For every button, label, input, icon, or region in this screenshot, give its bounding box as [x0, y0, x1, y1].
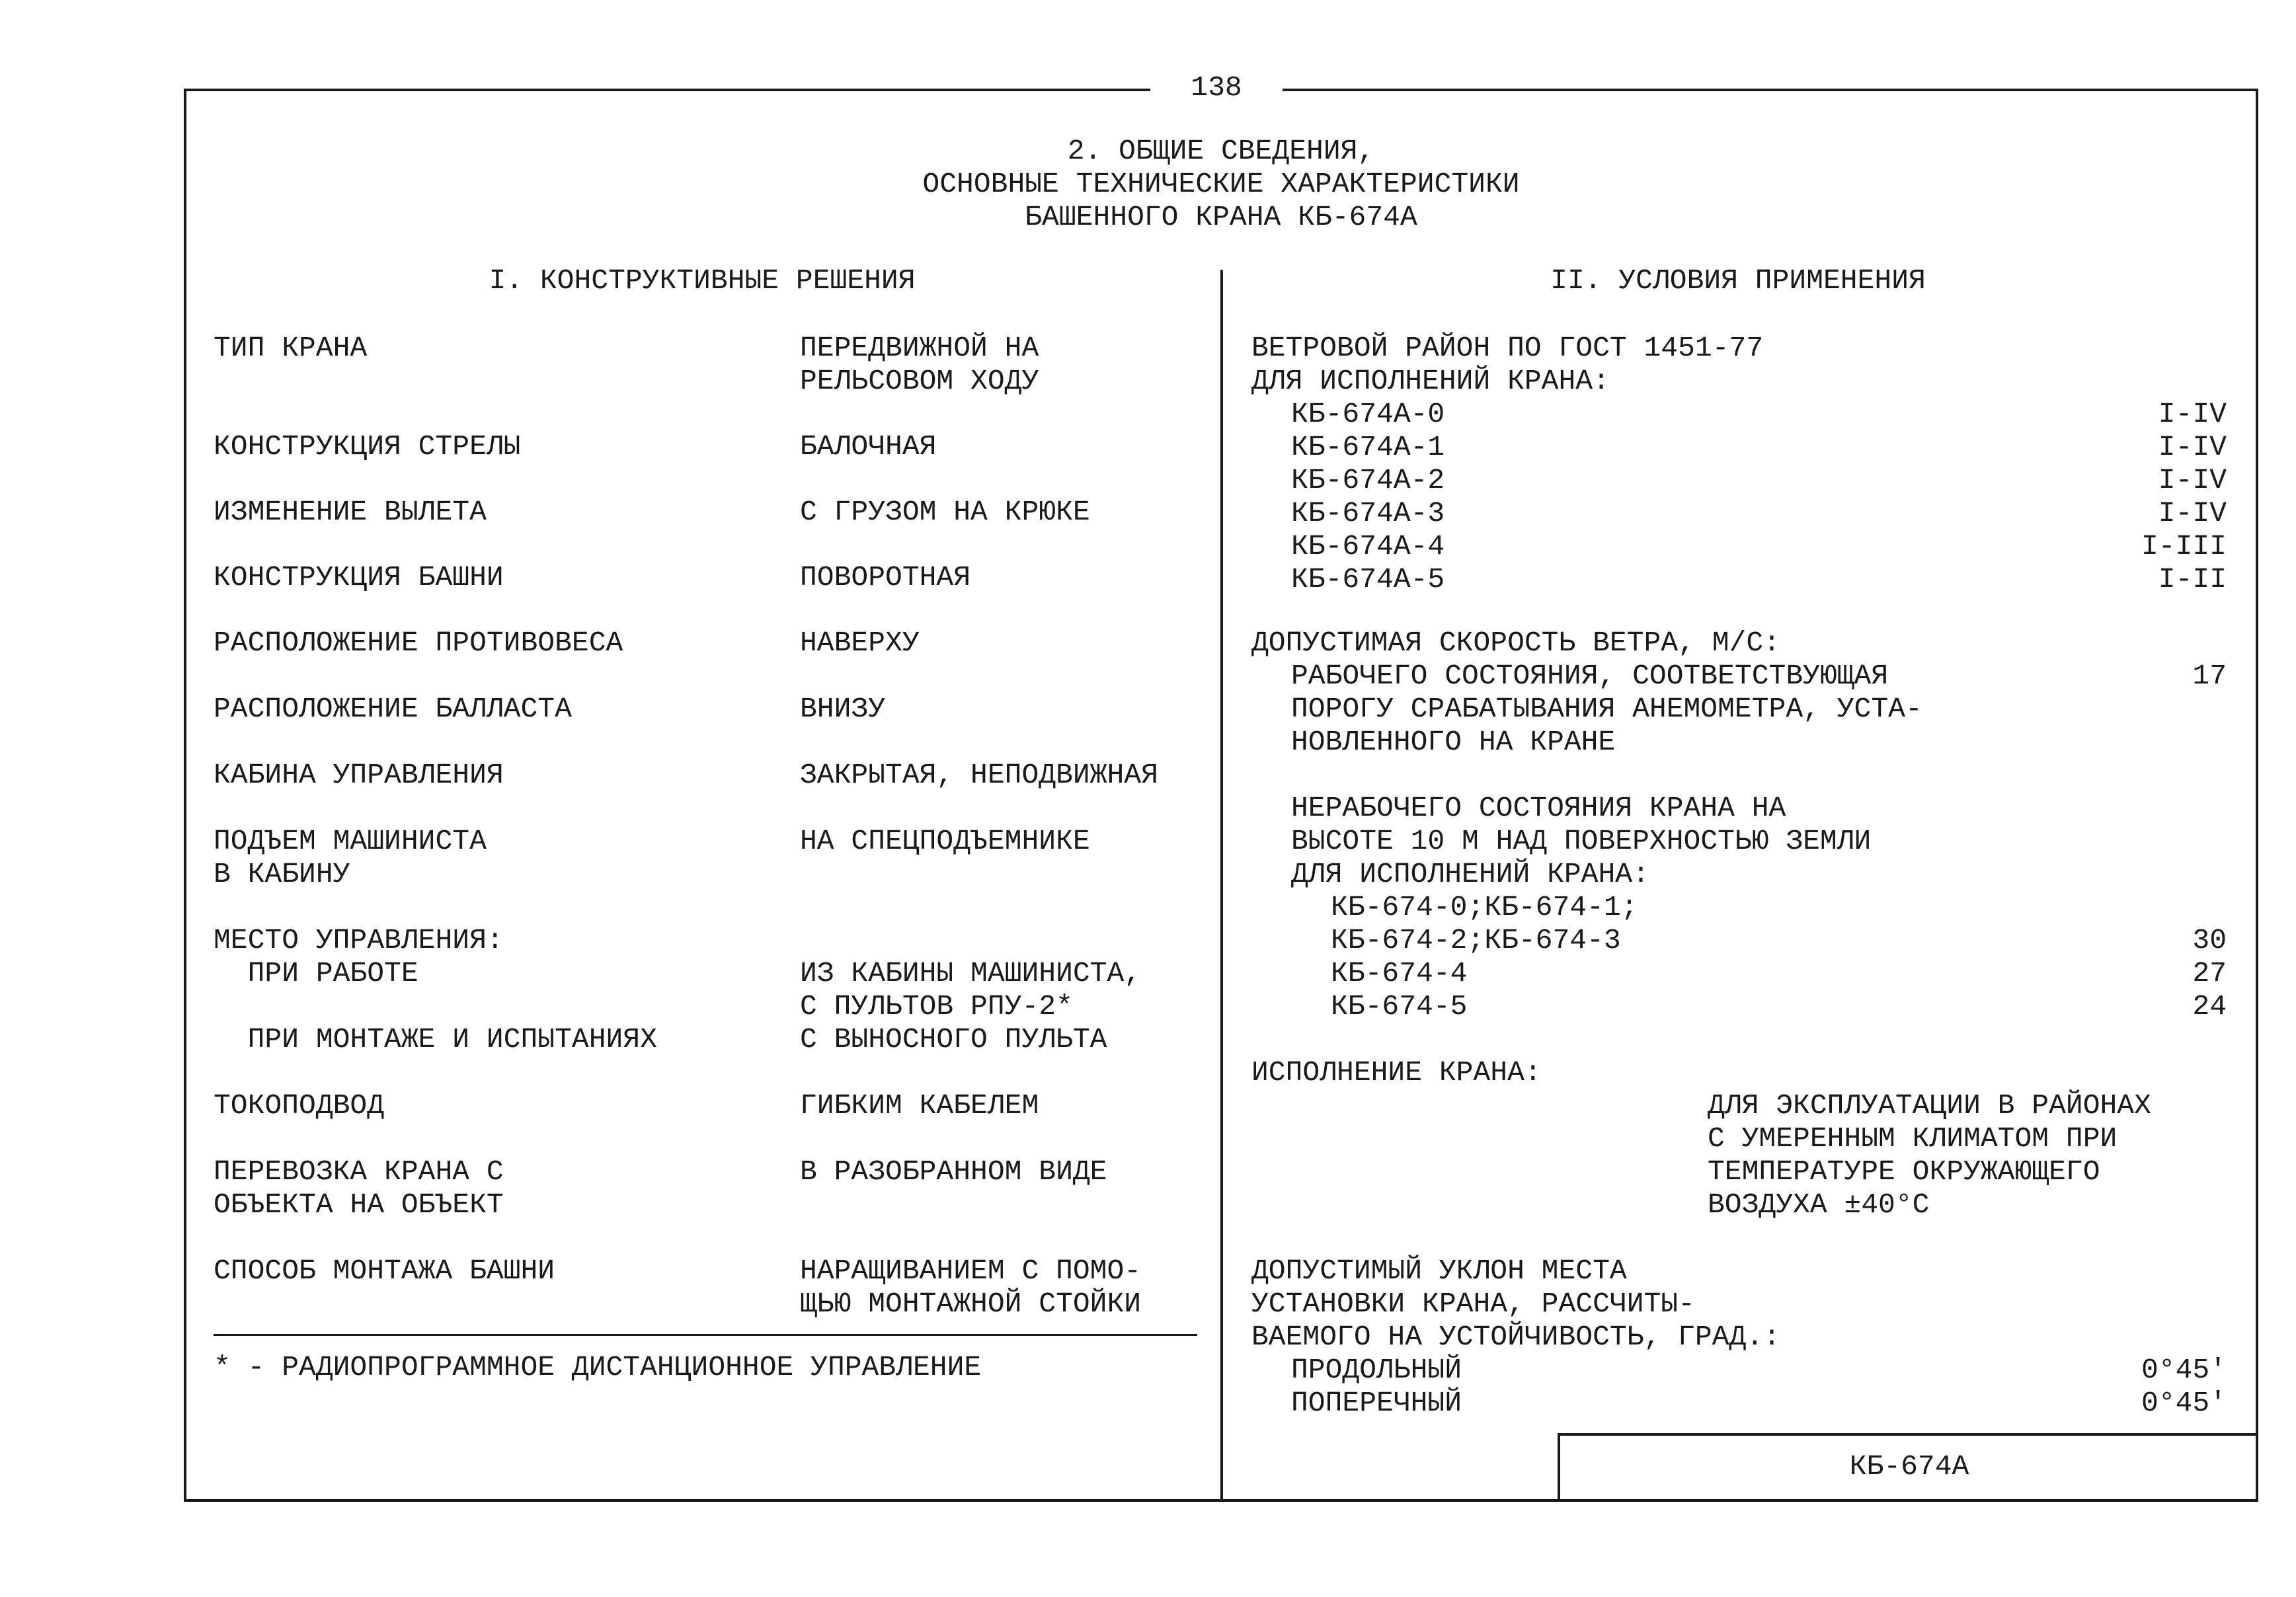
crane-variant: КБ-674А-4 — [1291, 530, 1445, 563]
spec-value: ЗАКРЫТАЯ, НЕПОДВИЖНАЯ — [800, 759, 1158, 791]
crane-variant: КБ-674-0;КБ-674-1; — [1331, 891, 1638, 923]
spec-label: ПРИ МОНТАЖЕ И ИСПЫТАНИЯХ — [214, 1023, 657, 1056]
crane-variant: КБ-674А-5 — [1291, 563, 1445, 596]
spec-label: ПОДЪЕМ МАШИНИСТА — [214, 825, 487, 857]
wind-speed-value: 17 — [2192, 660, 2227, 692]
variant-value: 27 — [2192, 957, 2227, 990]
spec-label: КАБИНА УПРАВЛЕНИЯ — [214, 759, 504, 791]
slope-value: 0°45' — [2141, 1354, 2227, 1386]
spec-label: СПОСОБ МОНТАЖА БАШНИ — [214, 1255, 555, 1287]
variant-value: I-IV — [2158, 464, 2227, 496]
crane-variant: КБ-674-4 — [1331, 957, 1468, 990]
wind-speed-heading: ДОПУСТИМАЯ СКОРОСТЬ ВЕТРА, М/С: — [1251, 627, 1780, 659]
spec-label: ИЗМЕНЕНИЕ ВЫЛЕТА — [214, 496, 487, 528]
execution-text: ВОЗДУХА ±40°С — [1708, 1188, 1930, 1221]
column-divider — [1220, 270, 1223, 1499]
variant-value: I-IV — [2158, 431, 2227, 463]
spec-value: ГИБКИМ КАБЕЛЕМ — [800, 1089, 1039, 1122]
crane-variant: КБ-674А-0 — [1291, 398, 1445, 430]
spec-label: ТОКОПОДВОД — [214, 1089, 385, 1122]
document-title — [184, 135, 2258, 234]
spec-value: НАВЕРХУ — [800, 627, 920, 659]
right-section-heading: II. УСЛОВИЯ ПРИМЕНЕНИЯ — [1550, 264, 1926, 297]
spec-value: ИЗ КАБИНЫ МАШИНИСТА, — [800, 957, 1142, 990]
page-number: 138 — [1150, 71, 1283, 104]
spec-value: С ВЫНОСНОГО ПУЛЬТА — [800, 1023, 1107, 1056]
execution-heading: ИСПОЛНЕНИЕ КРАНА: — [1251, 1056, 1542, 1089]
spec-value: ПОВОРОТНАЯ — [800, 561, 971, 594]
spec-value: ПЕРЕДВИЖНОЙ НА — [800, 332, 1039, 364]
execution-text: ТЕМПЕРАТУРЕ ОКРУЖАЮЩЕГО — [1708, 1155, 2100, 1188]
slope-item: ПРОДОЛЬНЫЙ — [1291, 1354, 1462, 1386]
execution-text: ДЛЯ ЭКСПЛУАТАЦИИ В РАЙОНАХ — [1708, 1089, 2151, 1122]
wind-speed-text: РАБОЧЕГО СОСТОЯНИЯ, СООТВЕТСТВУЮЩАЯ — [1291, 660, 1889, 692]
spec-value: С ГРУЗОМ НА КРЮКЕ — [800, 496, 1090, 528]
crane-variant: КБ-674А-1 — [1291, 431, 1445, 463]
slope-heading: ДОПУСТИМЫЙ УКЛОН МЕСТА — [1251, 1255, 1627, 1287]
footnote: * - РАДИОПРОГРАММНОЕ ДИСТАНЦИОННОЕ УПРАВЛЕНИЕ — [214, 1351, 982, 1383]
title-block-stamp — [1558, 1433, 2258, 1499]
variant-value: I-III — [2141, 530, 2227, 563]
variant-value: I-II — [2158, 563, 2227, 596]
spec-label: ПРИ РАБОТЕ — [214, 957, 418, 990]
spec-value: ЩЬЮ МОНТАЖНОЙ СТОЙКИ — [800, 1288, 1142, 1320]
spec-value: С ПУЛЬТОВ РПУ-2* — [800, 990, 1073, 1023]
spec-label: КОНСТРУКЦИЯ СТРЕЛЫ — [214, 430, 521, 463]
spec-label: В КАБИНУ — [214, 858, 350, 890]
spec-label: РАСПОЛОЖЕНИЕ БАЛЛАСТА — [214, 693, 572, 725]
variant-value: I-IV — [2158, 497, 2227, 529]
stamp-label: КБ-674А — [1849, 1450, 1969, 1483]
spec-value: РЕЛЬСОВОМ ХОДУ — [800, 365, 1039, 397]
slope-item: ПОПЕРЕЧНЫЙ — [1291, 1387, 1462, 1419]
footnote-rule — [214, 1334, 1197, 1336]
crane-variant: КБ-674-5 — [1331, 990, 1468, 1023]
title-line-1: 2. ОБЩИЕ СВЕДЕНИЯ, — [1067, 135, 1375, 167]
variant-value: 30 — [2192, 924, 2227, 956]
spec-label: КОНСТРУКЦИЯ БАШНИ — [214, 561, 504, 594]
title-line-2: ОСНОВНЫЕ ТЕХНИЧЕСКИЕ ХАРАКТЕРИСТИКИ — [922, 168, 1520, 200]
title-line-3: БАШЕННОГО КРАНА КБ-674А — [1025, 201, 1417, 233]
wind-speed-text: НЕРАБОЧЕГО СОСТОЯНИЯ КРАНА НА — [1291, 792, 1786, 824]
crane-variant: КБ-674А-3 — [1291, 497, 1445, 529]
execution-text: С УМЕРЕННЫМ КЛИМАТОМ ПРИ — [1708, 1122, 2118, 1155]
spec-label: ТИП КРАНА — [214, 332, 368, 364]
spec-label: МЕСТО УПРАВЛЕНИЯ: — [214, 924, 504, 956]
wind-speed-text: ДЛЯ ИСПОЛНЕНИЙ КРАНА: — [1291, 858, 1649, 890]
slope-heading: УСТАНОВКИ КРАНА, РАССЧИТЫ- — [1251, 1288, 1695, 1320]
wind-region-line: ДЛЯ ИСПОЛНЕНИЙ КРАНА: — [1251, 365, 1610, 397]
wind-speed-text: ВЫСОТЕ 10 М НАД ПОВЕРХНОСТЬЮ ЗЕМЛИ — [1291, 825, 1872, 857]
wind-region-line: ВЕТРОВОЙ РАЙОН ПО ГОСТ 1451-77 — [1251, 332, 1764, 364]
spec-label: РАСПОЛОЖЕНИЕ ПРОТИВОВЕСА — [214, 627, 623, 659]
variant-value: I-IV — [2158, 398, 2227, 430]
slope-heading: ВАЕМОГО НА УСТОЙЧИВОСТЬ, ГРАД.: — [1251, 1321, 1780, 1353]
wind-speed-text: ПОРОГУ СРАБАТЫВАНИЯ АНЕМОМЕТРА, УСТА- — [1291, 693, 1922, 725]
spec-value: В РАЗОБРАННОМ ВИДЕ — [800, 1155, 1107, 1188]
slope-value: 0°45' — [2141, 1387, 2227, 1419]
spec-label: ПЕРЕВОЗКА КРАНА С — [214, 1155, 504, 1188]
left-section-heading: I. КОНСТРУКТИВНЫЕ РЕШЕНИЯ — [489, 264, 916, 297]
crane-variant: КБ-674-2;КБ-674-3 — [1331, 924, 1621, 956]
variant-value: 24 — [2192, 990, 2227, 1023]
spec-label: ОБЪЕКТА НА ОБЪЕКТ — [214, 1188, 504, 1221]
crane-variant: КБ-674А-2 — [1291, 464, 1445, 496]
spec-value: НА СПЕЦПОДЪЕМНИКЕ — [800, 825, 1090, 857]
wind-speed-text: НОВЛЕННОГО НА КРАНЕ — [1291, 726, 1616, 758]
spec-value: ВНИЗУ — [800, 693, 886, 725]
spec-value: БАЛОЧНАЯ — [800, 430, 937, 463]
spec-value: НАРАЩИВАНИЕМ С ПОМО- — [800, 1255, 1142, 1287]
